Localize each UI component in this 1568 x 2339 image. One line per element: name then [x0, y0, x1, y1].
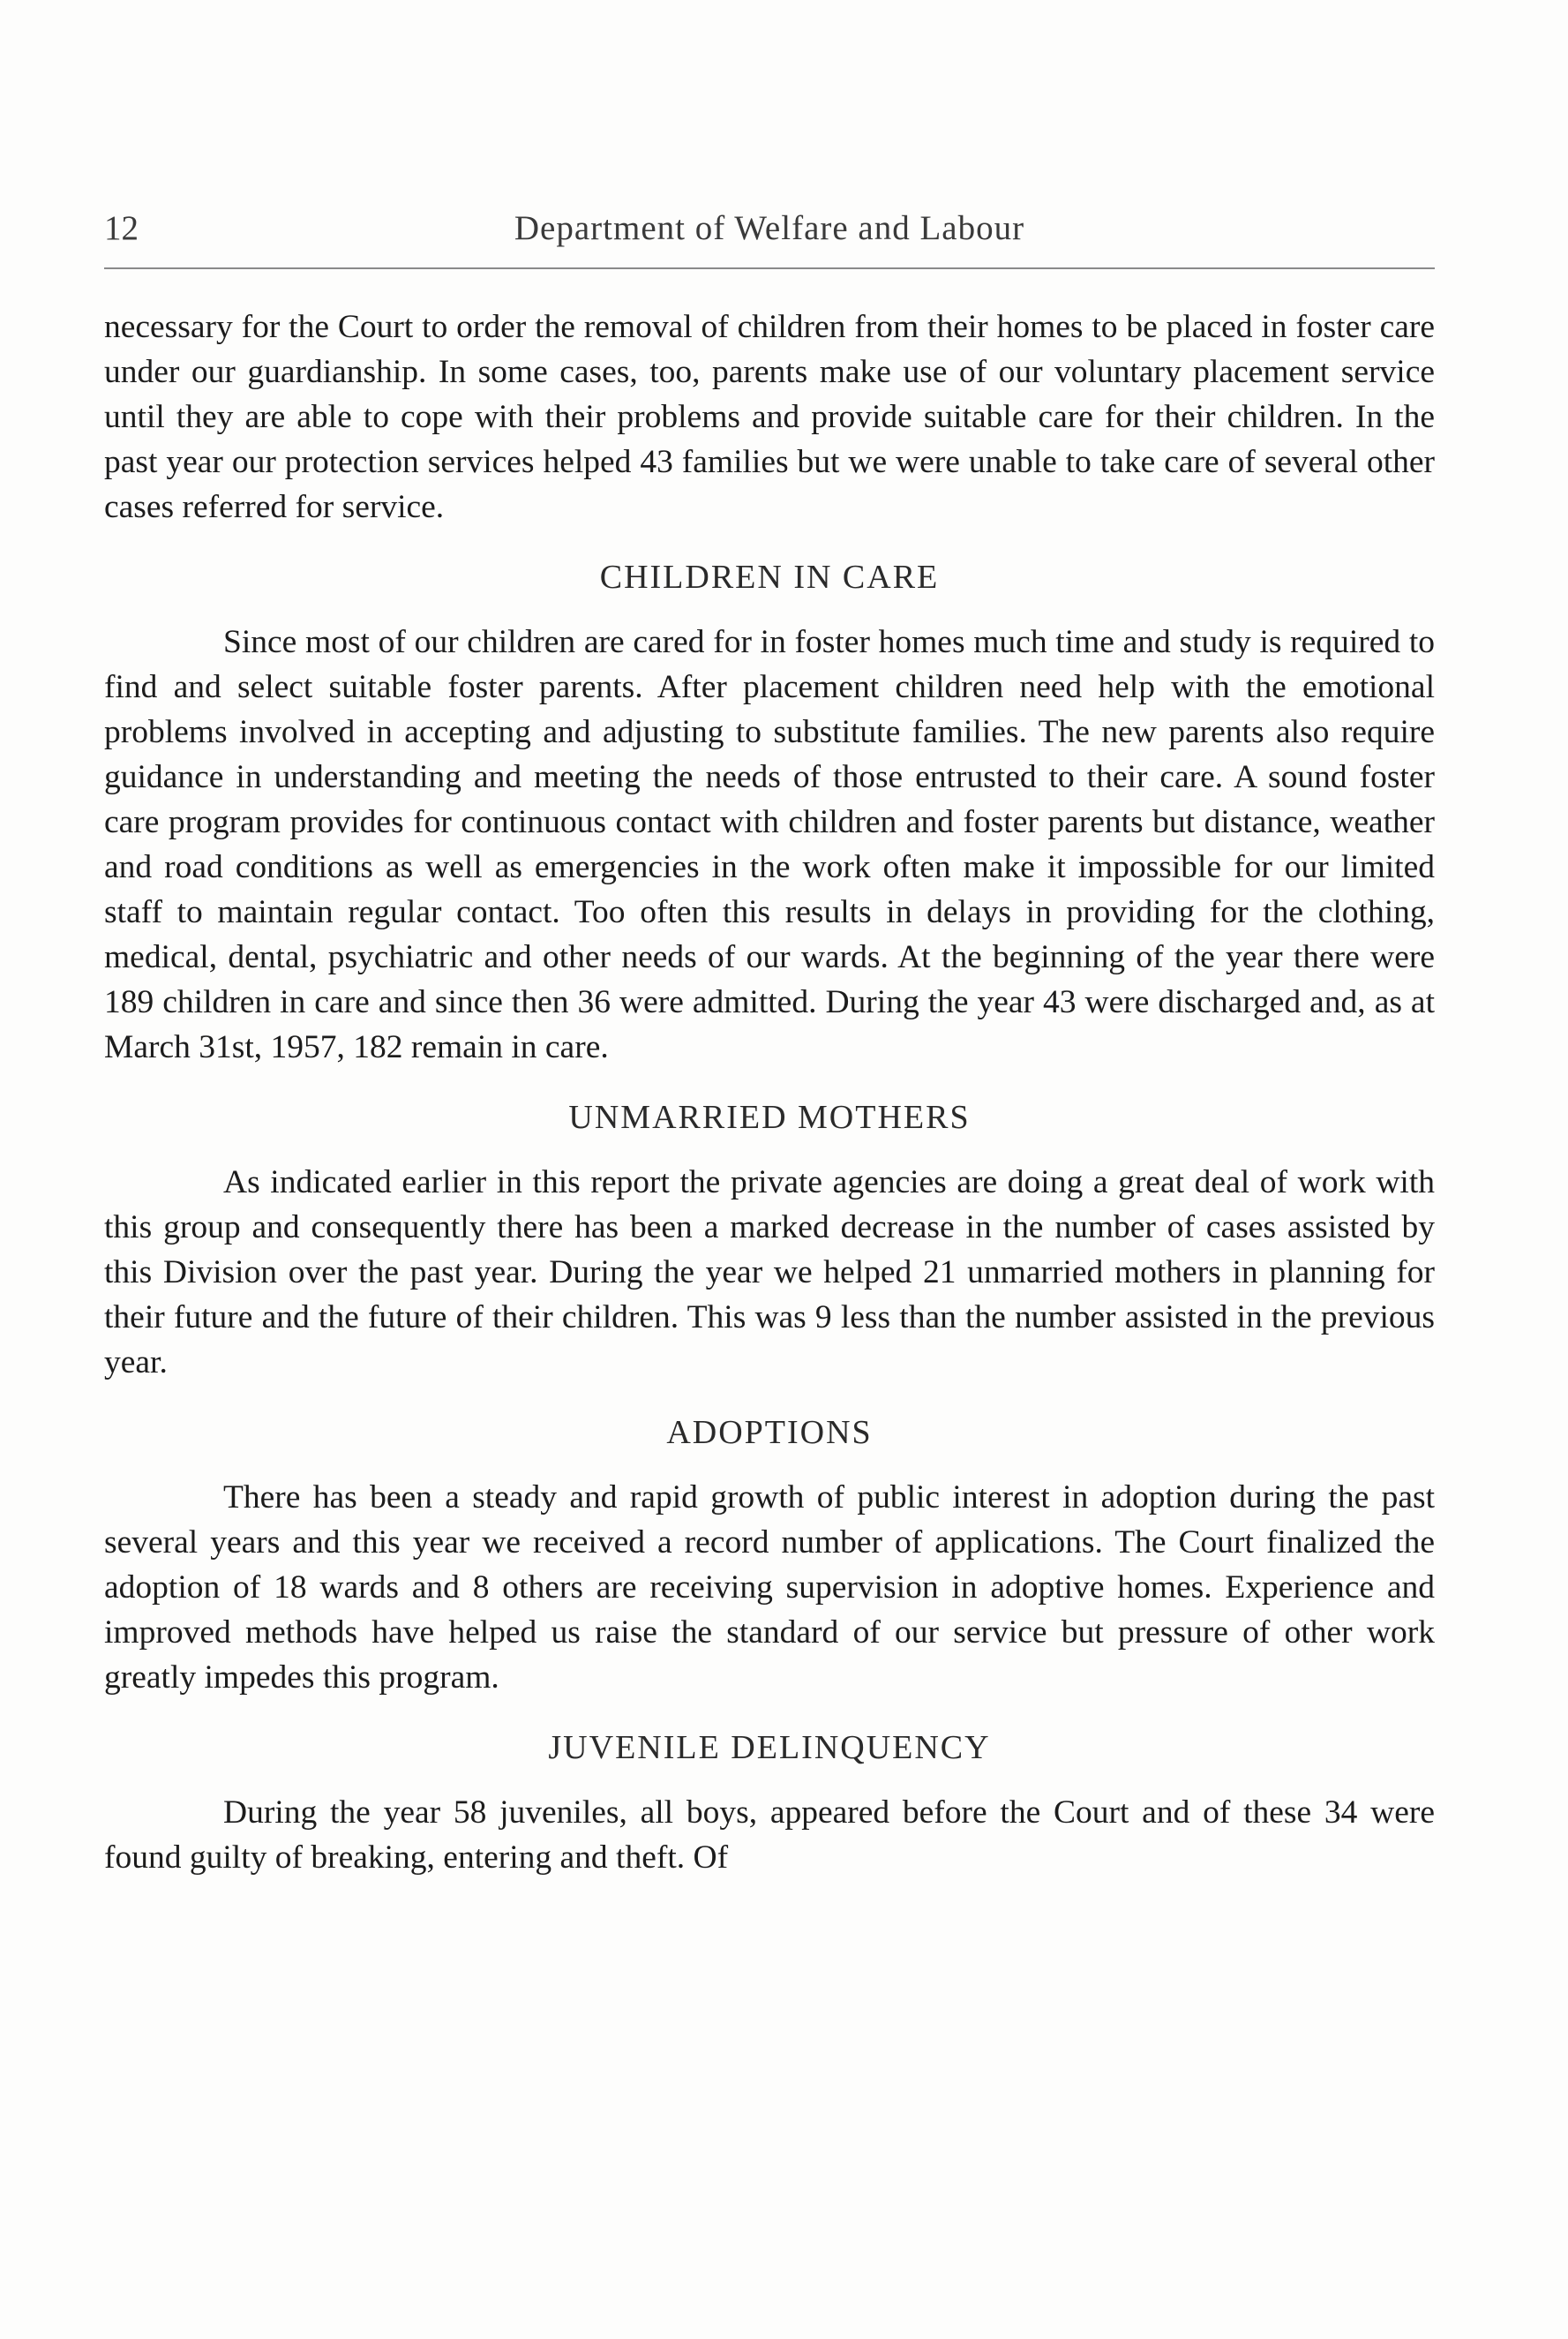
children-in-care-paragraph: Since most of our children are cared for in foster homes much time and study is required to find and select suitable foster parents. After placement children need help with the emotional problems involved in accepting and adjusting to substitute families. The new parents also require guidance in understanding and meeting the needs of those entrusted to their care. A sound foster care program provides for continuous contact with children and foster parents but distance, weather and road conditions as well as emergencies in the work often make it impossible for our limited staff to maintain regular contact. Too often this results in delays in providing for the clothing, medical, dental, psychiatric and other needs of our wards. At the beginning of the year there were 189 children in care and since then 36 were admitted. During the year 43 were discharged and, as at March 31st, 1957, 182 remain in care. — [104, 624, 1435, 1065]
section-heading-unmarried-mothers: UNMARRIED MOTHERS — [568, 1099, 971, 1136]
header-rule — [104, 267, 1435, 269]
intro-paragraph: necessary for the Court to order the removal of children from their homes to be placed in foster care under our guardianship. In some cases, too, parents make use of our voluntary placement service until they are able to cope with their problems and provide suitable care for their children. In the past year our protection services helped 43 families but we were unable to take care of several other cases referred for service. — [104, 309, 1435, 525]
running-title: Department of Welfare and Labour — [514, 209, 1025, 247]
unmarried-mothers-paragraph: As indicated earlier in this report the private agencies are doing a great deal of work with this group and consequently there has been a marked decrease in the number of cases assisted by this Division over the past year. During the year we helped 21 unmarried mothers in planning for their future and the future of their children. This was 9 less than the number assisted in the previous year. — [104, 1164, 1435, 1380]
body-text — [104, 305, 1435, 1880]
running-header — [104, 208, 1435, 261]
juvenile-delinquency-paragraph: During the year 58 juveniles, all boys, appeared before the Court and of these 34 were found guilty of breaking, entering and theft. Of — [104, 1794, 1435, 1876]
section-heading-children-in-care: CHILDREN IN CARE — [599, 559, 940, 596]
page-number: 12 — [104, 209, 139, 247]
adoptions-paragraph: There has been a steady and rapid growth of public interest in adoption during the past several years and this year we received a record number of applications. The Court finalized the adoption of 18 wards and 8 others are receiving supervision in adoptive homes. Experience and improved methods have helped us raise the standard of our service but pressure of other work greatly impedes this program. — [104, 1479, 1435, 1696]
section-heading-juvenile-delinquency: JUVENILE DELINQUENCY — [548, 1729, 991, 1766]
section-heading-adoptions: ADOPTIONS — [666, 1414, 873, 1451]
